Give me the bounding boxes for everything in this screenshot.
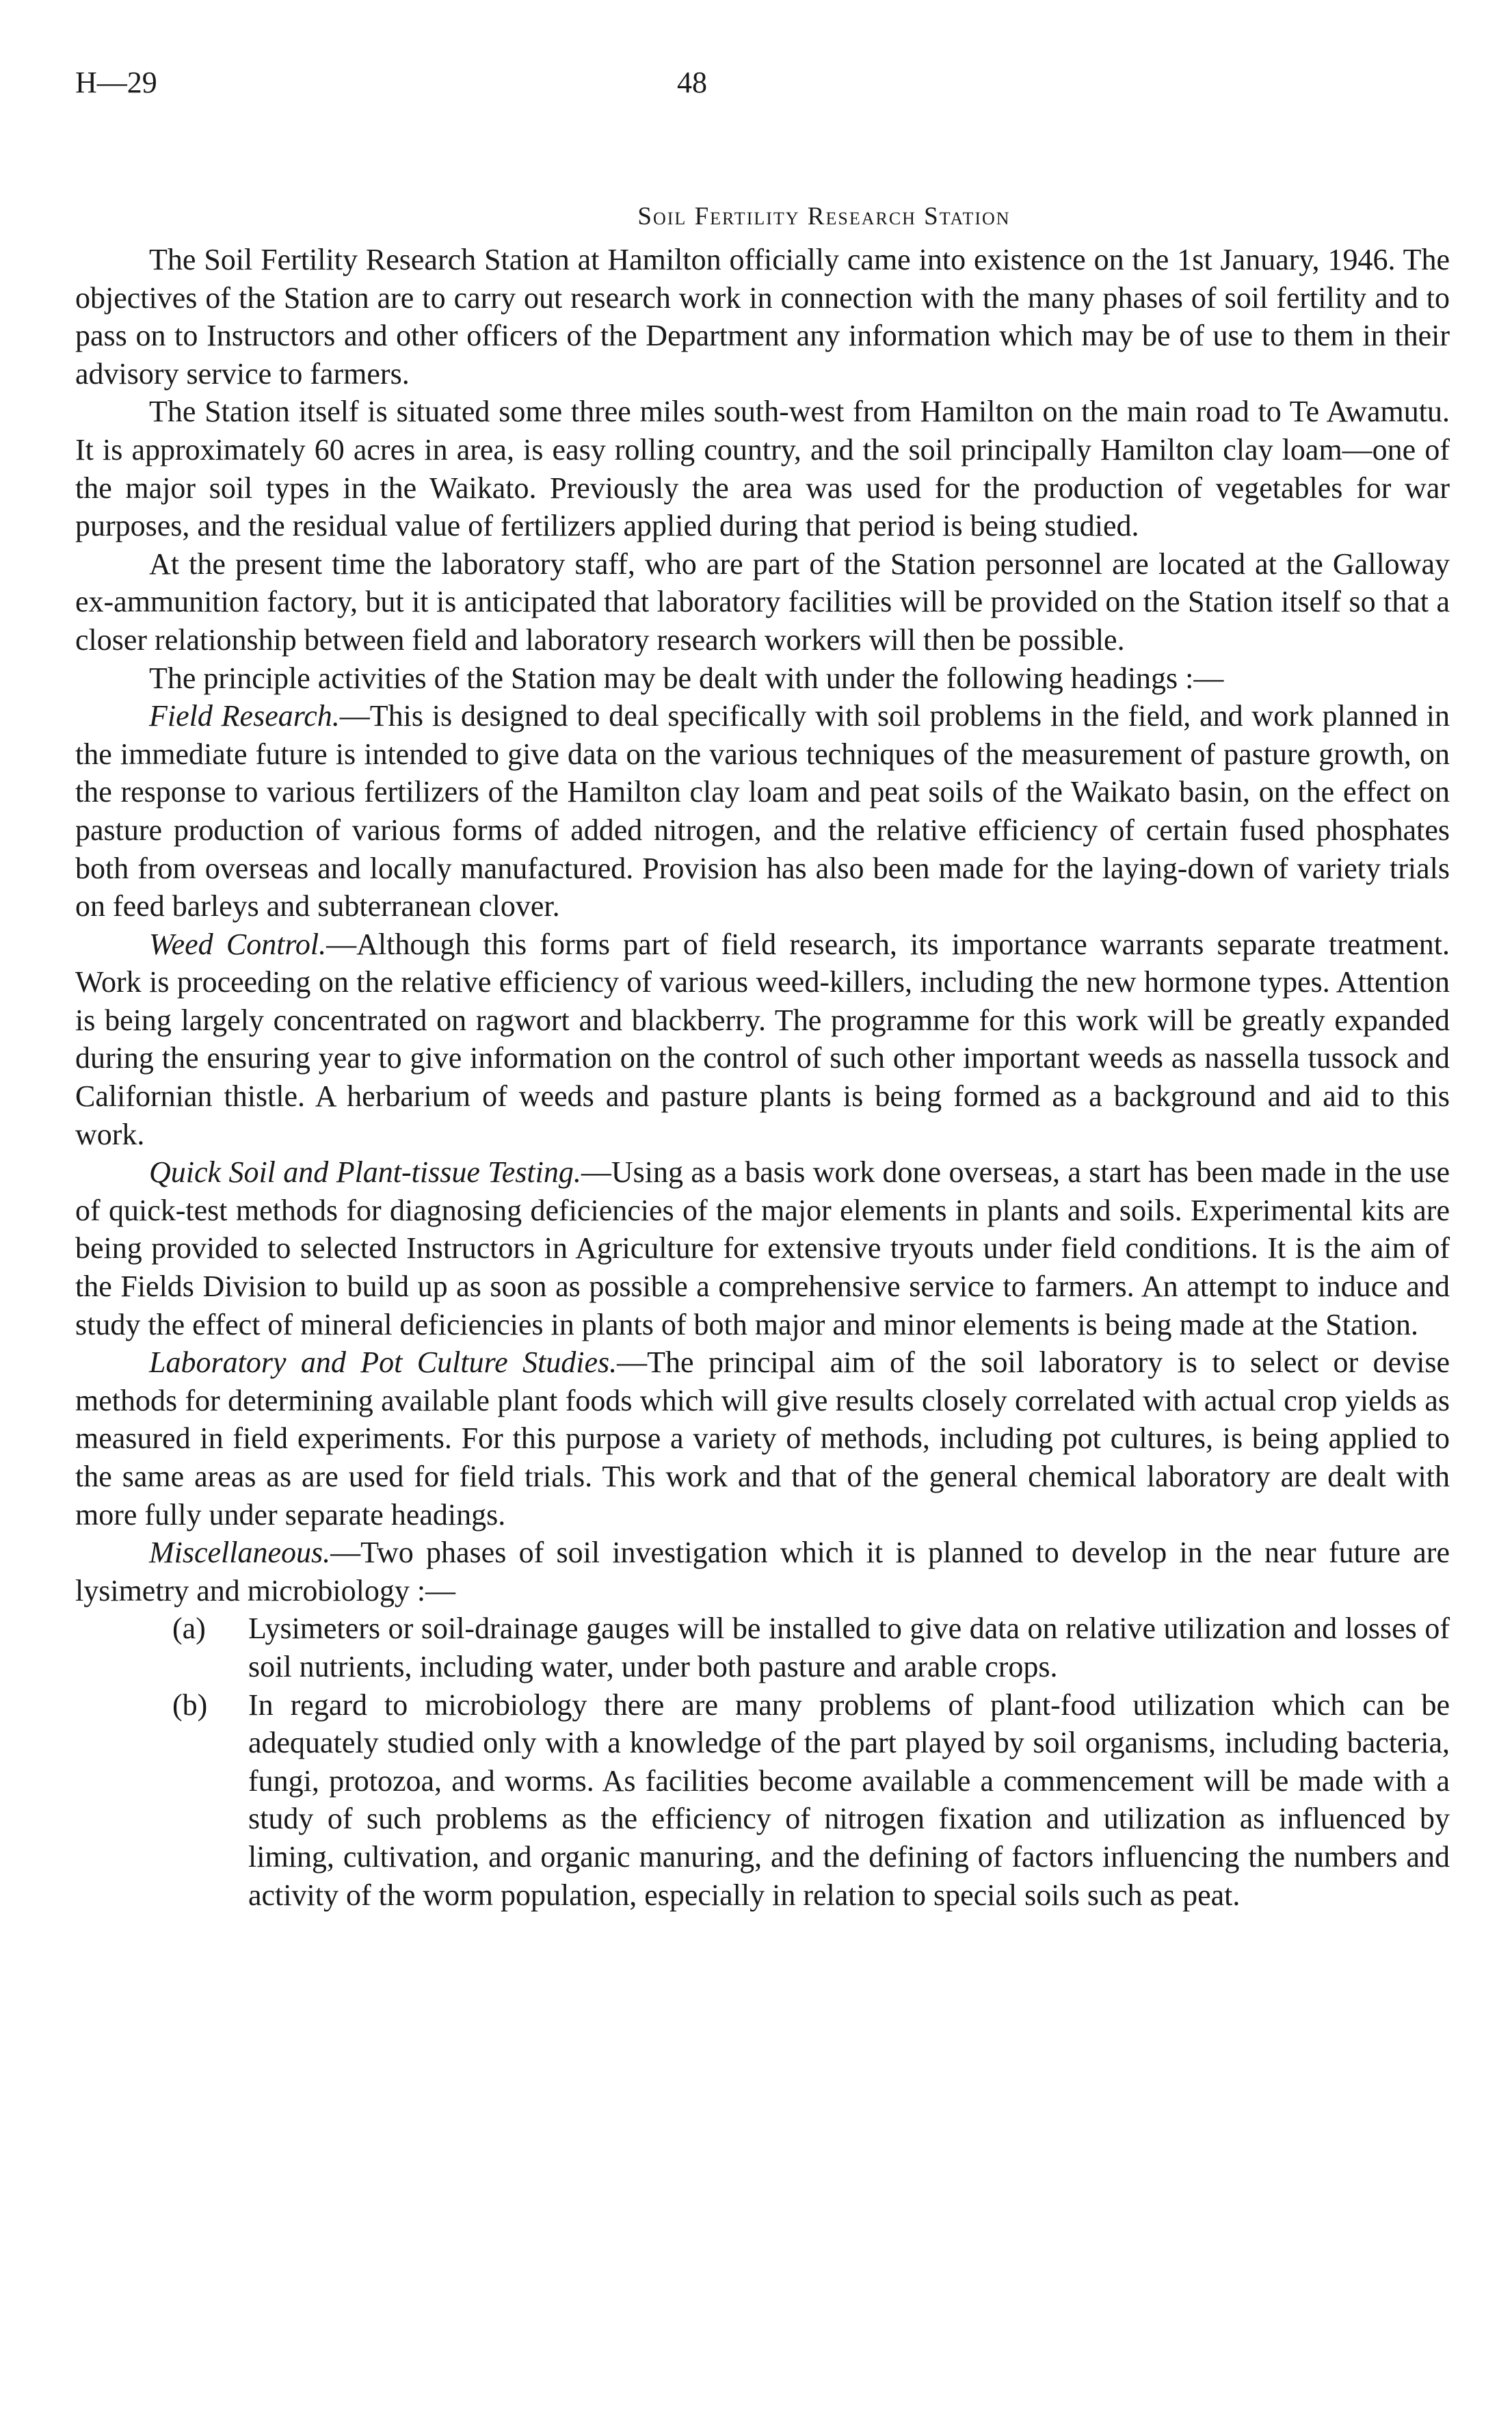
document-reference: H—29	[75, 66, 157, 99]
miscellaneous-paragraph	[75, 1534, 1450, 1610]
section-heading: Weed Control.	[149, 927, 327, 961]
laboratory-paragraph	[75, 1343, 1450, 1534]
section-body: —This is designed to deal specifically with soil problems in the field, and work planned in the immediate future is intended to give data on the various techniques of the measurement of pasture growth, on the response to various fertilizers of the Hamilton clay loam and peat soils of the Waikato basin, on the effect on pasture production of various forms of added nitrogen, and the relative efficiency of certain fused phosphates both from overseas and locally manufactured. Provision has also been made for the laying-down of variety trials on feed barleys and subterranean clover.	[75, 699, 1450, 923]
section-heading: Miscellaneous.	[149, 1536, 331, 1570]
section-title: Soil Fertility Research Station	[637, 202, 1011, 231]
section-body: —Although this forms part of field research, its importance warrants separate treatment. Work is proceeding on the relative efficiency of various weed-killers, including the new hormone types. Attention is being largely concentrated on ragwort and blackberry. The programme for this work will be greatly expanded during the ensuring year to give information on the control of such other important weeds as nassella tussock and Californian thistle. A herbarium of weeds and pasture plants is being formed as a background and aid to this work.	[75, 927, 1450, 1151]
page-number: 48	[677, 66, 707, 99]
list-marker: (a)	[172, 1612, 206, 1646]
section-heading: Quick Soil and Plant-tissue Testing.	[149, 1155, 581, 1190]
quick-testing-paragraph	[75, 1153, 1450, 1343]
intro-paragraph: The Soil Fertility Research Station at Hamilton officially came into existence on the 1st January, 1946. The objectives of the Station are to carry out research work in connection with the many phases of soil fertility and to pass on to Instructors and other officers of the Department any information which may be of use to them in their advisory service to farmers.	[75, 243, 1450, 391]
list-item-text: Lysimeters or soil-drainage gauges will be installed to give data on relative utilization and losses of soil nutrients, including water, under both pasture and arable crops.	[248, 1612, 1450, 1683]
page-header	[75, 65, 1450, 127]
list-item-microbiology	[75, 1686, 1450, 1915]
staff-paragraph: At the present time the laboratory staff, who are part of the Station personnel are located at the Galloway ex-ammunition factory, but it is anticipated that laboratory facilities will be provided on the Station itself so that a closer relationship between field and laboratory research workers will then be possible.	[75, 547, 1450, 657]
list-marker: (b)	[172, 1688, 208, 1722]
list-item-lysimeters	[75, 1610, 1450, 1685]
document-page	[75, 65, 1450, 1914]
activities-paragraph: The principle activities of the Station may be dealt with under the following headings :—	[149, 661, 1224, 695]
field-research-paragraph	[75, 697, 1450, 925]
section-body: —Two phases of soil investigation which it is planned to develop in the near future are lysimetry and microbiology :—	[75, 1536, 1450, 1607]
section-heading: Laboratory and Pot Culture Studies.	[149, 1345, 618, 1380]
list-item-text: In regard to microbiology there are many problems of plant-food utilization which can be adequately studied only with a knowledge of the part played by soil organisms, including bacteria, fungi, protozoa, and worms. As facilities become available a commencement will be made with a study of such problems as the efficiency of nitrogen fixation and utilization as influenced by liming, cultivation, and organic manuring, and the defining of factors influencing the numbers and activity of the worm population, especially in relation to special soils such as peat.	[248, 1688, 1450, 1912]
section-body: —The principal aim of the soil laboratory is to select or devise methods for determining available plant foods which will give results closely correlated with actual crop yields as measured in field experiments. For this purpose a variety of methods, including pot cultures, is being applied to the same areas as are used for field trials. This work and that of the general chemical laboratory are dealt with more fully under separate headings.	[75, 1345, 1450, 1532]
weed-control-paragraph	[75, 925, 1450, 1154]
section-heading: Field Research.	[149, 699, 340, 733]
location-paragraph: The Station itself is situated some three miles south-west from Hamilton on the main road to Te Awamutu. It is approximately 60 acres in area, is easy rolling country, and the soil principally Hamilton clay loam—one of the major soil types in the Waikato. Previously the area was used for the production of vegetables for war purposes, and the residual value of fertilizers applied during that period is being studied.	[75, 395, 1450, 543]
section-body: —Using as a basis work done overseas, a start has been made in the use of quick-test methods for diagnosing deficiencies of the major elements in plants and soils. Experimental kits are being provided to selected Instructors in Agriculture for extensive tryouts under field conditions. It is the aim of the Fields Division to build up as soon as possible a comprehensive service to farmers. An attempt to induce and study the effect of mineral deficiencies in plants of both major and minor elements is being made at the Station.	[75, 1155, 1450, 1341]
